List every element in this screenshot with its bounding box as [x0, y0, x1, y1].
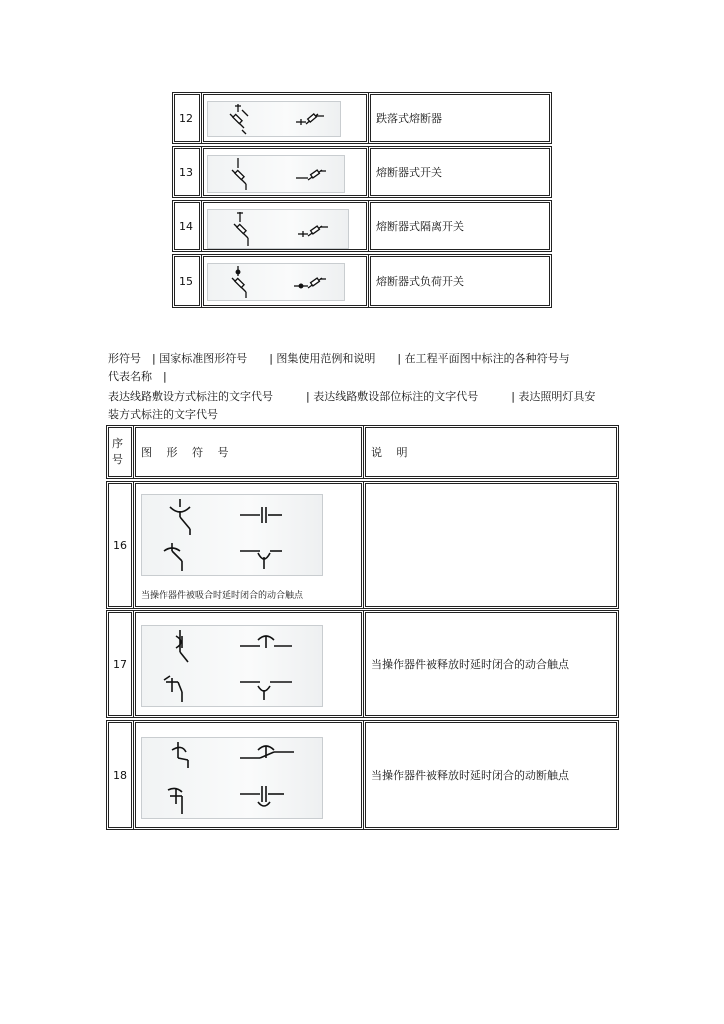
fuse-switch-icon	[207, 155, 345, 193]
row-number: 15	[179, 274, 193, 288]
symbol-cell	[133, 610, 364, 718]
nav-line-1[interactable]: 形符号 | 国家标准图形符号 | 图集使用范例和说明 | 在工程平面图中标注的各种符号与	[108, 352, 570, 365]
row-number-cell	[172, 200, 202, 252]
description-cell	[368, 200, 552, 252]
row-number: 13	[179, 165, 193, 179]
delay-close-make-contact-icon	[141, 494, 323, 576]
symbol-cell	[201, 254, 369, 308]
description-text: 当操作器件被释放时延时闭合的动断触点	[371, 769, 569, 782]
description-cell	[368, 92, 552, 144]
row-number: 17	[113, 657, 127, 671]
header-seq-char-1: 序	[112, 437, 123, 450]
fuse-load-switch-icon	[207, 263, 345, 301]
row-number-cell	[106, 610, 134, 718]
description-text: 当操作器件被释放时延时闭合的动合触点	[371, 658, 569, 671]
header-symbol: 图 形 符 号	[141, 446, 234, 459]
description-cell	[363, 610, 619, 718]
row-number: 14	[179, 219, 193, 233]
header-desc-cell	[363, 425, 619, 479]
row-number-cell	[172, 254, 202, 308]
symbol-cell	[201, 92, 369, 144]
header-seq-cell	[106, 425, 134, 479]
symbol-cell	[133, 481, 364, 609]
drop-out-fuse-icon	[207, 101, 341, 137]
row-number: 16	[113, 538, 127, 552]
description-cell	[368, 254, 552, 308]
symbol-cell	[201, 146, 369, 198]
description-text: 跌落式熔断器	[376, 112, 442, 125]
description-cell	[363, 481, 619, 609]
row-number-cell	[106, 720, 134, 830]
symbol-cell	[201, 200, 369, 252]
description-text: 熔断器式隔离开关	[376, 220, 464, 233]
nav-line-3[interactable]: 表达线路敷设方式标注的文字代号 | 表达线路敷设部位标注的文字代号 | 表达照明灯具安	[108, 390, 596, 403]
release-delay-close-break-contact-icon	[141, 737, 323, 819]
header-symbol-cell	[133, 425, 364, 479]
nav-line-4[interactable]: 装方式标注的文字代号	[108, 408, 218, 421]
row-number-cell	[172, 92, 202, 144]
row-number: 12	[179, 111, 193, 125]
row-number-cell	[106, 481, 134, 609]
header-desc: 说 明	[371, 446, 413, 459]
symbol-cell	[133, 720, 364, 830]
row-number-cell	[172, 146, 202, 198]
symbol-caption: 当操作器件被吸合时延时闭合的动合触点	[141, 591, 304, 601]
description-text: 熔断器式负荷开关	[376, 275, 464, 288]
description-cell	[363, 720, 619, 830]
fuse-disconnector-icon	[207, 209, 349, 249]
release-delay-close-make-contact-icon	[141, 625, 323, 707]
nav-line-2[interactable]: 代表名称 |	[108, 370, 167, 383]
description-text: 熔断器式开关	[376, 166, 442, 179]
header-seq-char-2: 号	[112, 453, 123, 466]
description-cell	[368, 146, 552, 198]
row-number: 18	[113, 768, 127, 782]
